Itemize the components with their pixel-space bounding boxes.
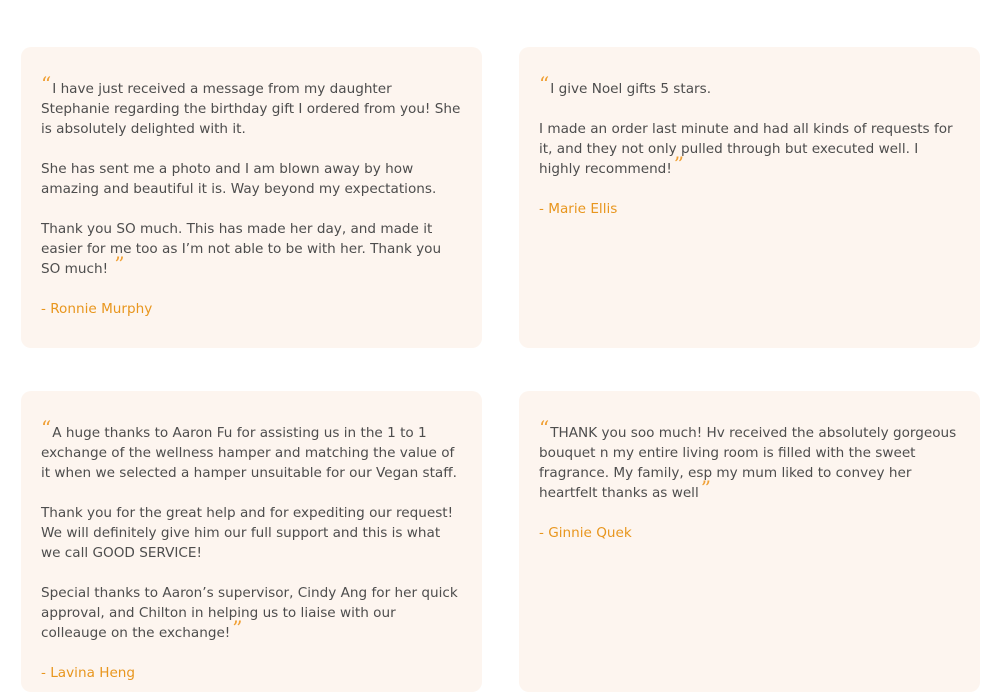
testimonial-quote <box>539 416 960 503</box>
testimonial-quote <box>41 416 462 643</box>
close-quote-icon: ” <box>232 616 243 640</box>
quote-paragraph: She has sent me a photo and I am blown away by how amazing and beautiful it is. Way beyond my expectations. <box>41 161 437 197</box>
quote-paragraph: Thank you SO much. This has made her day, and made it easier for me too as I’m not able to be with her. Thank you SO much! ” <box>41 221 442 277</box>
quote-paragraph: “A huge thanks to Aaron Fu for assisting us in the 1 to 1 exchange of the wellness hamper and matching the value of it when we selected a hamper unsuitable for our Vegan staff. <box>41 416 457 481</box>
testimonial-author: - Ginnie Quek <box>539 525 632 541</box>
testimonial-card <box>21 391 482 692</box>
close-quote-icon: ” <box>673 152 684 176</box>
quote-paragraph: “THANK you soo much! Hv received the absolutely gorgeous bouquet n my entire living room is filled with the sweet fragrance. My family, esp my mum liked to convey her heartfelt thanks as well ” <box>539 416 957 501</box>
testimonial-quote <box>539 72 960 179</box>
quote-paragraph: “I give Noel gifts 5 stars. <box>539 72 712 97</box>
quote-paragraph: “I have just received a message from my daughter Stephanie regarding the birthday gift I ordered from you! She is absolutely delighted with it. <box>41 72 461 137</box>
quote-paragraph: Special thanks to Aaron’s supervisor, Cindy Ang for her quick approval, and Chilton in helping us to liaise with our colleauge on the exchange! ” <box>41 585 458 641</box>
open-quote-icon: “ <box>539 72 550 96</box>
testimonial-author: - Marie Ellis <box>539 201 618 217</box>
testimonial-card <box>519 47 980 348</box>
testimonial-author: - Lavina Heng <box>41 665 136 681</box>
quote-paragraph: I made an order last minute and had all kinds of requests for it, and they not only pulled through but executed well. I highly recommend! ” <box>539 121 953 177</box>
testimonial-card <box>519 391 980 692</box>
testimonial-quote <box>41 72 462 279</box>
open-quote-icon: “ <box>41 416 52 440</box>
testimonial-card <box>21 47 482 348</box>
close-quote-icon: ” <box>114 252 125 276</box>
open-quote-icon: “ <box>539 416 550 440</box>
testimonial-author: - Ronnie Murphy <box>41 301 153 317</box>
open-quote-icon: “ <box>41 72 52 96</box>
close-quote-icon: ” <box>700 476 711 500</box>
quote-paragraph: Thank you for the great help and for expediting our request! We will definitely give him our full support and this is what we call GOOD SERVICE! <box>41 505 454 561</box>
